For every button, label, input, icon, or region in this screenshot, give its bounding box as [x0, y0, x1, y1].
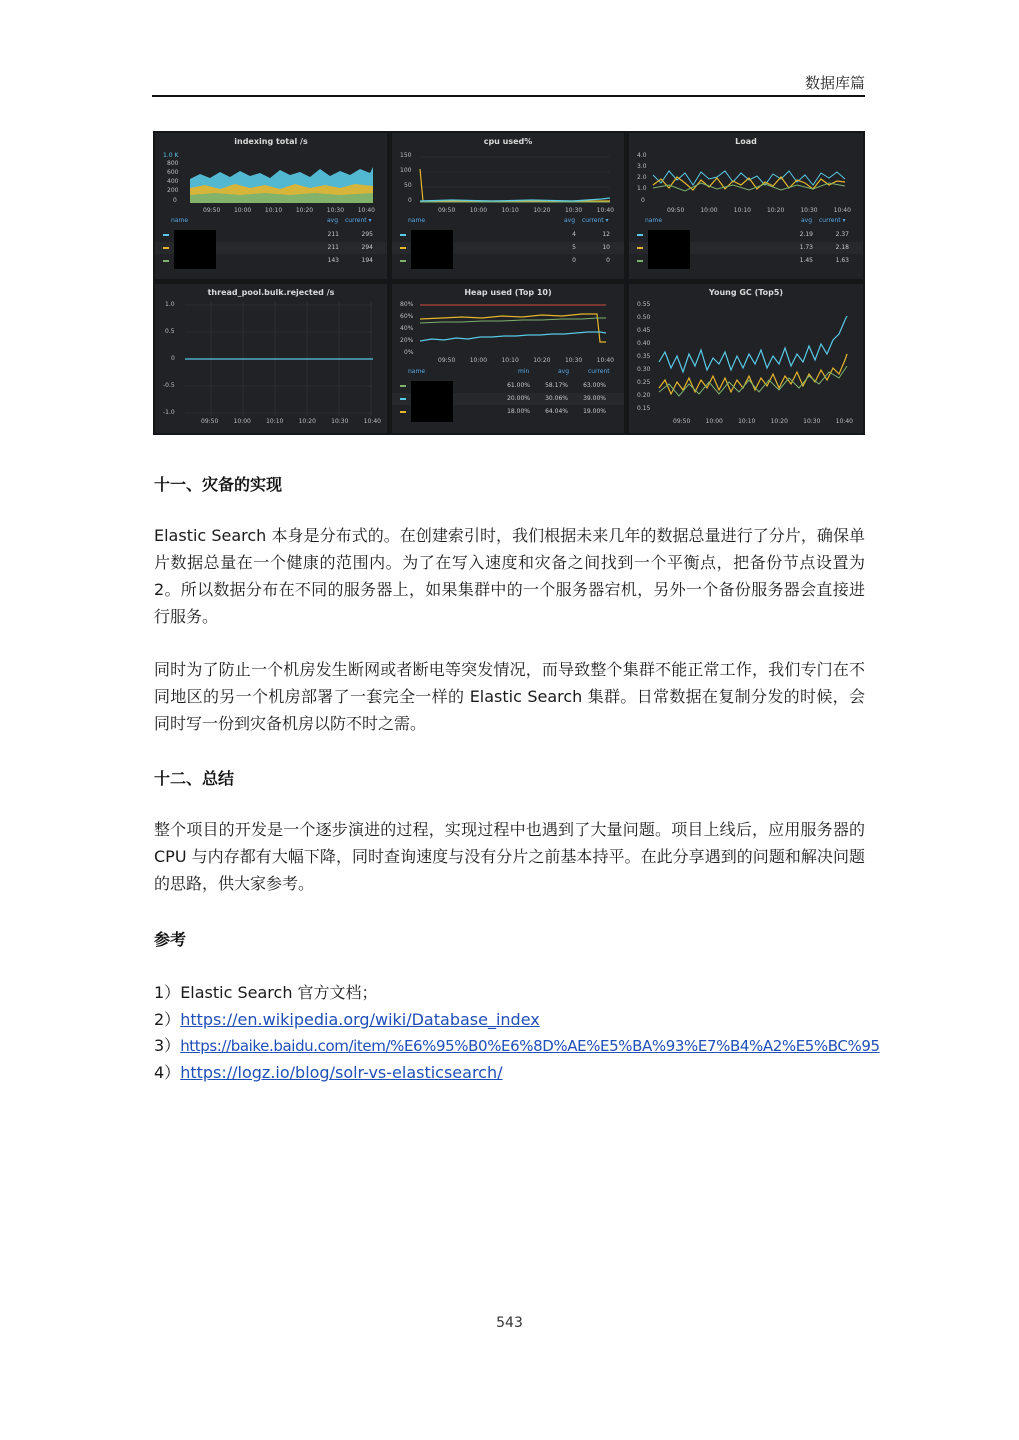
- x-tick: 10:40: [596, 207, 614, 214]
- legend-avg: 1.73: [799, 244, 813, 251]
- x-tick: 10:00: [469, 357, 488, 364]
- x-tick: 10:00: [700, 207, 718, 214]
- x-tick: 10:10: [738, 418, 756, 425]
- legend-current: 295: [361, 231, 373, 238]
- x-tick: 09:50: [438, 357, 456, 364]
- legend-current: 294: [361, 244, 373, 251]
- reference-number: 3）: [154, 1036, 181, 1055]
- legend-avg: 211: [327, 231, 339, 238]
- panel-indexing-total: [155, 133, 387, 279]
- x-tick: 10:40: [357, 207, 375, 214]
- y-tick: 0.5: [165, 328, 175, 335]
- legend-swatch: [637, 234, 643, 236]
- reference-item: [154, 1033, 880, 1056]
- y-tick: 800: [167, 160, 179, 167]
- panel-title: thread_pool.bulk.rejected /s: [207, 288, 335, 297]
- legend-current-header[interactable]: current ▾: [345, 217, 372, 224]
- legend-avg: 64.04%: [545, 408, 568, 415]
- references-heading: 参考: [154, 930, 187, 949]
- redacted-host-names: [411, 230, 453, 269]
- x-tick: 10:30: [564, 357, 583, 364]
- y-tick: 600: [167, 169, 179, 176]
- reference-link[interactable]: https://baike.baidu.com/item/%E6%95%B0%E6%8D%AE%E5%BA%93%E7%B4%A2%E5%BC%95: [180, 1037, 880, 1055]
- x-axis-ticks: [438, 207, 614, 214]
- x-tick: 10:10: [733, 207, 751, 214]
- y-tick: 0: [641, 197, 645, 204]
- legend-current: 12: [602, 231, 610, 238]
- paragraph: 同时为了防止一个机房发生断网或者断电等突发情况，而导致整个集群不能正常工作，我们专门在不同地区的另一个机房部署了一套完全一样的 Elastic Search 集群。日常数据在复制分发的时候，会同时写一份到灾备机房以防不时之需。: [154, 660, 865, 733]
- y-tick: -0.5: [163, 382, 175, 389]
- legend-avg: 1.45: [799, 257, 813, 264]
- legend-avg: 211: [327, 244, 339, 251]
- panel-title: indexing total /s: [234, 137, 308, 146]
- legend-swatch: [163, 247, 169, 249]
- legend-current: 2.37: [835, 231, 849, 238]
- section-heading-summary: 十二、总结: [154, 769, 235, 788]
- paragraph: Elastic Search 本身是分布式的。在创建索引时，我们根据未来几年的数据总量进行了分片，确保单片数据总量在一个健康的范围内。为了在写入速度和灾备之间找到一个平衡点，把备份节点设置为 2。所以数据分布在不同的服务器上，如果集群中的一个服务器宕机，另外一个备份服务器会直接进行服务。: [154, 526, 865, 626]
- y-tick: 400: [167, 178, 179, 185]
- y-tick: 20%: [400, 337, 414, 344]
- legend-current-header[interactable]: current: [588, 368, 610, 375]
- panel-young-gc: [629, 284, 863, 433]
- y-tick: 60%: [400, 313, 414, 320]
- series-line-cyan: [420, 198, 610, 201]
- reference-text: Elastic Search 官方文档；: [180, 983, 378, 1002]
- panel-bulk-rejected: [155, 284, 387, 433]
- x-tick: 10:10: [501, 357, 519, 364]
- y-tick: -1.0: [163, 409, 175, 416]
- legend-name-header[interactable]: name: [408, 368, 426, 375]
- legend-swatch: [400, 385, 406, 387]
- series-line-cyan: [420, 332, 606, 341]
- x-tick: 10:40: [363, 418, 381, 425]
- x-axis-ticks: [673, 418, 853, 425]
- reference-number: 4）: [154, 1063, 181, 1082]
- legend-avg: 4: [572, 231, 576, 238]
- legend-avg: 5: [572, 244, 576, 251]
- y-tick: 4.0: [637, 152, 647, 159]
- x-tick: 10:10: [266, 418, 284, 425]
- y-tick: 0: [171, 355, 175, 362]
- y-tick: 0.30: [637, 366, 651, 373]
- x-tick: 10:30: [564, 207, 583, 214]
- y-tick: 0.40: [637, 340, 651, 347]
- x-tick: 10:40: [833, 207, 851, 214]
- line-chart-bulk-rejected: [155, 284, 387, 433]
- legend-swatch: [400, 411, 406, 413]
- legend-swatch: [163, 234, 169, 236]
- legend-swatch: [637, 247, 643, 249]
- x-tick: 09:50: [667, 207, 685, 214]
- y-tick: 0.45: [637, 327, 651, 334]
- y-tick: 100: [400, 167, 412, 174]
- panel-cpu-used: [392, 133, 624, 279]
- x-axis-ticks: [201, 418, 381, 425]
- legend-name-header[interactable]: name: [408, 217, 426, 224]
- legend-swatch: [400, 398, 406, 400]
- y-tick: 1.0: [637, 185, 647, 192]
- x-tick: 09:50: [673, 418, 691, 425]
- legend-avg: 143: [327, 257, 339, 264]
- x-tick: 10:00: [705, 418, 723, 425]
- reference-item: [154, 980, 378, 1003]
- legend-min-header[interactable]: min: [518, 368, 530, 375]
- legend-avg: 30.06%: [545, 395, 568, 402]
- x-axis-ticks: [667, 207, 851, 214]
- x-tick: 10:10: [264, 207, 283, 214]
- legend-swatch: [163, 260, 169, 262]
- panel-title: cpu used%: [483, 137, 533, 146]
- legend-current-header[interactable]: current ▾: [582, 217, 609, 224]
- y-tick: 80%: [400, 301, 414, 308]
- x-tick: 10:30: [331, 418, 349, 425]
- x-tick: 09:50: [438, 207, 456, 214]
- y-tick: 1.0 K: [163, 152, 179, 159]
- legend-avg-header[interactable]: avg: [564, 217, 576, 224]
- reference-link[interactable]: https://logz.io/blog/solr-vs-elasticsearch/: [180, 1063, 503, 1082]
- legend-avg: 58.17%: [545, 382, 568, 389]
- legend-avg-header[interactable]: avg: [801, 217, 813, 224]
- panel-title: Heap used (Top 10): [464, 288, 552, 297]
- y-tick: 0.50: [637, 314, 651, 321]
- y-tick: 1.0: [165, 301, 175, 308]
- legend-current: 10: [602, 244, 610, 251]
- x-tick: 10:30: [803, 418, 821, 425]
- reference-link[interactable]: https://en.wikipedia.org/wiki/Database_index: [180, 1010, 540, 1029]
- x-tick: 10:00: [233, 207, 252, 214]
- panel-title: Load: [735, 137, 757, 146]
- reference-item: [154, 1007, 540, 1030]
- x-axis-ticks: [203, 207, 375, 214]
- redacted-host-names: [174, 230, 216, 269]
- paragraph: 整个项目的开发是一个逐步演进的过程，实现过程中也遇到了大量问题。项目上线后，应用服务器的 CPU 与内存都有大幅下降，同时查询速度与没有分片之前基本持平。在此分享遇到的问题和解决问题的思路，供大家参考。: [154, 820, 865, 893]
- legend-current: 194: [361, 257, 373, 264]
- x-tick: 10:20: [766, 207, 785, 214]
- legend-avg: 0: [572, 257, 576, 264]
- x-tick: 10:20: [298, 418, 316, 425]
- x-tick: 10:20: [533, 207, 551, 214]
- reference-item: [154, 1060, 503, 1083]
- page-number: 543: [496, 1315, 523, 1331]
- x-tick: 10:40: [596, 357, 614, 364]
- series-line-yellow: [420, 169, 610, 201]
- redacted-host-names: [411, 381, 453, 422]
- legend-current: 39.00%: [583, 395, 606, 402]
- y-tick: 2.0: [637, 174, 647, 181]
- redacted-host-names: [648, 230, 690, 269]
- legend-avg: 2.19: [799, 231, 813, 238]
- legend-current: 63.00%: [583, 382, 606, 389]
- y-tick: 40%: [400, 325, 414, 332]
- x-tick: 10:30: [800, 207, 818, 214]
- running-header: 数据库篇: [804, 74, 865, 92]
- y-tick: 0.35: [637, 353, 651, 360]
- monitoring-dashboard: [153, 131, 865, 435]
- legend-avg-header[interactable]: avg: [327, 217, 339, 224]
- legend-min: 20.00%: [507, 395, 530, 402]
- y-tick: 150: [400, 152, 412, 159]
- legend-current: 0: [606, 257, 610, 264]
- legend-swatch: [400, 260, 406, 262]
- y-tick: 0.25: [637, 379, 651, 386]
- legend-name-header[interactable]: name: [171, 217, 189, 224]
- legend-current: 1.63: [835, 257, 849, 264]
- y-tick: 0: [173, 197, 177, 204]
- x-axis-ticks: [438, 357, 614, 364]
- y-tick: 0.15: [637, 405, 651, 412]
- legend-current: 2.18: [835, 244, 849, 251]
- y-tick: 3.0: [637, 163, 647, 170]
- x-tick: 10:20: [533, 357, 551, 364]
- x-tick: 10:40: [835, 418, 853, 425]
- y-tick: 0.20: [637, 392, 651, 399]
- series-line-cyan: [659, 316, 847, 372]
- panel-load: [629, 133, 863, 279]
- legend-name-header[interactable]: name: [645, 217, 663, 224]
- legend-swatch: [400, 247, 406, 249]
- series-line-green: [420, 318, 606, 323]
- reference-number: 2）: [154, 1010, 181, 1029]
- header-rule: [152, 95, 865, 97]
- line-chart-young-gc: [629, 284, 863, 433]
- y-tick: 0: [408, 197, 412, 204]
- x-tick: 09:50: [203, 207, 221, 214]
- legend-avg-header[interactable]: avg: [558, 368, 570, 375]
- legend-min: 61.00%: [507, 382, 530, 389]
- legend-current: 19.00%: [583, 408, 606, 415]
- legend-swatch: [400, 234, 406, 236]
- y-tick: 50: [404, 182, 412, 189]
- legend-min: 18.00%: [507, 408, 530, 415]
- y-tick: 0%: [404, 349, 414, 356]
- reference-number: 1）: [154, 983, 181, 1002]
- x-tick: 10:30: [326, 207, 345, 214]
- legend-current-header[interactable]: current ▾: [819, 217, 846, 224]
- x-tick: 10:00: [233, 418, 251, 425]
- x-tick: 09:50: [201, 418, 219, 425]
- panel-title: Young GC (Top5): [708, 288, 784, 297]
- section-heading-disaster-recovery: 十一、灾备的实现: [154, 475, 283, 494]
- y-tick: 0.55: [637, 301, 651, 308]
- x-tick: 10:10: [501, 207, 519, 214]
- series-line-yellow: [420, 314, 606, 342]
- legend-swatch: [637, 260, 643, 262]
- x-tick: 10:20: [770, 418, 788, 425]
- panel-heap-used: [392, 284, 624, 433]
- x-tick: 10:00: [469, 207, 488, 214]
- y-tick: 200: [167, 187, 179, 194]
- x-tick: 10:20: [295, 207, 314, 214]
